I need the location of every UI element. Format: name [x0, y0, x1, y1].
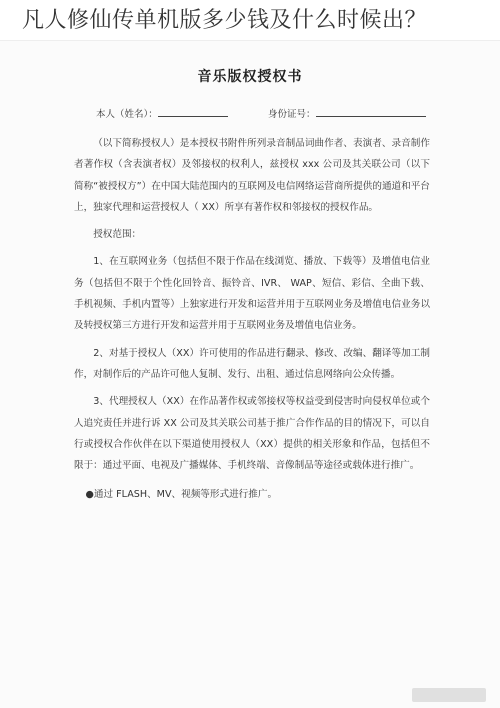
id-label: 身份证号：: [268, 109, 316, 120]
bullet-item: ●通过 FLASH、MV、视频等形式进行推广。: [85, 489, 278, 501]
watermark-logo: [412, 688, 486, 702]
intro-paragraph: （以下简称授权人）是本授权书附件所列录音制品词曲作者、表演者、录音制作者著作权（含表演者权）及邻接权的权利人，兹授权 xxx 公司及其关联公司（以下简称“被授权方”）在中国大陆范围内的互联网及电信网络运营商所提供的通道和平台上，独家代理和运营授权人（ XX）所享有著作权和邻接权的授权作品。: [74, 138, 430, 213]
page-caption: 凡人修仙传单机版多少钱及什么时候出？: [22, 8, 428, 33]
document-title: 音乐版权授权书: [197, 69, 303, 85]
scope-item-2: 2、对基于授权人（XX）许可使用的作品进行翻录、修改、改编、翻译等加工制作，对制作后的产品许可他人复制、发行、出租、通过信息网络向公众传播。: [74, 347, 430, 380]
id-field: [268, 106, 426, 120]
id-blank: [316, 106, 426, 117]
scope-heading: 授权范围：: [93, 229, 142, 241]
scope-item-1: 1、在互联网业务（包括但不限于作品在线浏览、播放、下载等）及增值电信业务（包括但不限于个性化回铃音、振铃音、IVR、 WAP、短信、彩信、全曲下载、手机视频、手机内置等）上独家进行开发和运营并用于互联网业务及增值电信业务以及转授权第三方进行开发和运营并用于互联网业务及增值电信业务。: [74, 256, 430, 332]
name-blank: [158, 106, 228, 117]
document-page: [0, 40, 500, 708]
scope-item-3: 3、代理授权人（XX）在作品著作权或邻接权等权益受到侵害时向侵权单位或个人追究责任并进行诉 XX 公司及其关联公司基于推广合作作品的目的情况下，可以自行或授权合作伙伴在以下渠道使用授权人（XX）提供的相关形象和作品，包括但不限于：通过平面、电视及广播媒体、手机终端、音像制品等途径或载体进行推广。: [74, 396, 430, 472]
name-label: 本人（姓名）：: [96, 109, 158, 120]
name-field: [96, 106, 228, 120]
document-body: [74, 133, 430, 506]
